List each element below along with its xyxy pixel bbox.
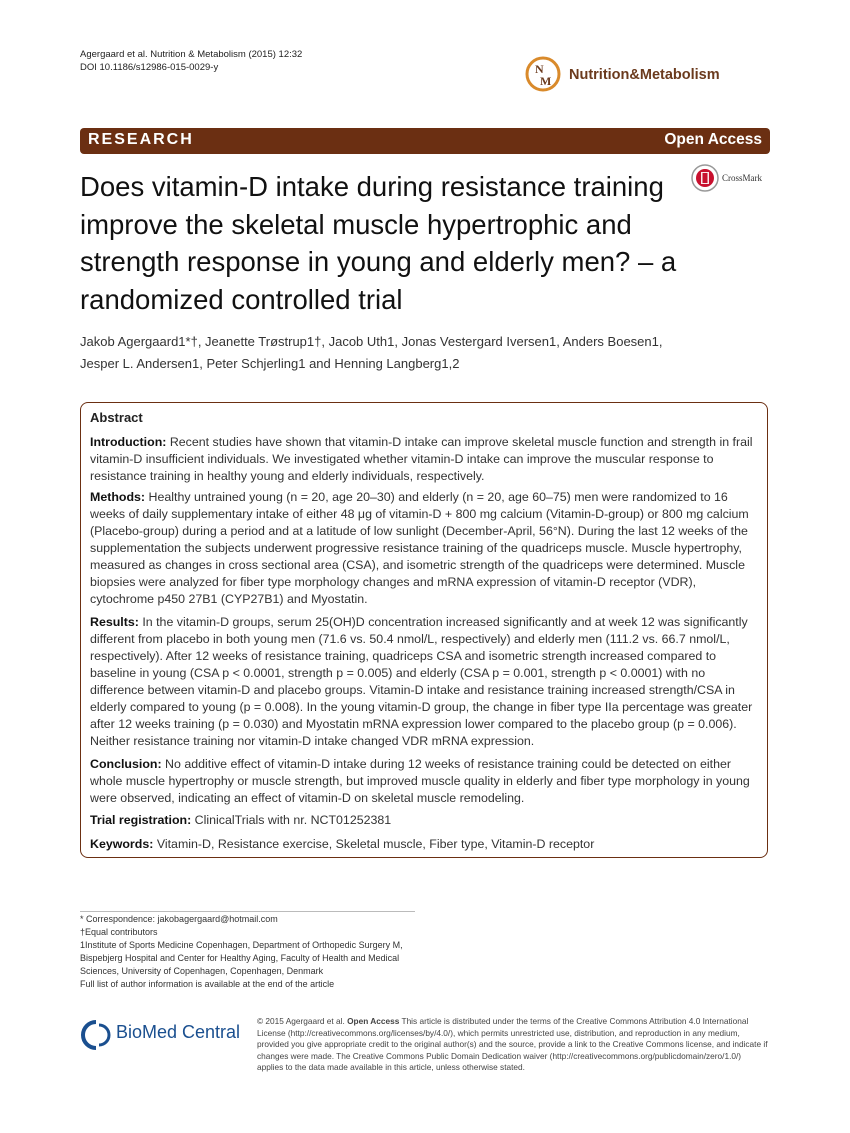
section-banner xyxy=(80,128,770,154)
abstract-heading: Abstract xyxy=(90,410,143,425)
crossmark-label: CrossMark xyxy=(722,173,762,183)
author-line: Jakob Agergaard1*†, Jeanette Trøstrup1†, Jacob Uth1, Jonas Vestergard Iversen1, Anders Boesen1, xyxy=(80,334,663,349)
abstract-methods xyxy=(90,489,760,608)
footnotes xyxy=(80,913,415,991)
section-label: Results: xyxy=(90,615,139,629)
license-copyright: © 2015 Agergaard et al. xyxy=(257,1016,345,1026)
biomed-central-icon xyxy=(80,1019,112,1051)
author-list xyxy=(80,331,770,375)
full-list-note: Full list of author information is available at the end of the article xyxy=(80,979,335,989)
nm-logo-icon xyxy=(525,56,561,92)
section-label: Trial registration: xyxy=(90,813,192,827)
svg-text:N: N xyxy=(535,62,544,76)
section-text: Healthy untrained young (n = 20, age 20–30) and elderly (n = 20, age 60–75) men were randomized to 16 weeks of daily supplementary intake of either 48 μg of vitamin-D + 800 mg calcium (Vitamin-D-group) or 800 mg calcium (Placebo-group) during a period and at a latitude of low sunlight (December-April, 56°N). During the last 12 weeks of the supplementation the subjects underwent progressive resistance training of the quadriceps muscle. Muscle hypertrophy, measured as changes in cross sectional area (CSA), and isometric strength of the quadriceps were determined. Muscle biopsies were analyzed for fiber type morphology changes and mRNA expression of vitamin-D receptor (VDR), cytochrome p450 27B1 (CYP27B1) and Myostatin. xyxy=(90,490,749,606)
license-open-access: Open Access xyxy=(347,1016,400,1026)
abstract-introduction xyxy=(90,434,760,485)
license-statement xyxy=(257,1016,769,1074)
journal-logo[interactable] xyxy=(525,56,785,96)
abstract-keywords xyxy=(90,836,760,853)
open-access-label[interactable]: Open Access xyxy=(664,131,762,148)
citation-line: Agergaard et al. Nutrition & Metabolism (2015) 12:32 xyxy=(80,49,303,60)
footnote-divider xyxy=(80,911,415,912)
article-title: Does vitamin-D intake during resistance training improve the skeletal muscle hypertrophic and strength response in young and elderly men? – a randomized controlled trial xyxy=(80,171,677,315)
license-text: This article is distributed under the terms of the Creative Commons Attribution 4.0 International License (http://creativecommons.org/licenses/by/4.0/), which permits unrestricted use, distribution, and reproduction in any medium, provided you give appropriate credit to the original author(s) and the source, provide a link to the Creative Commons license, and indicate if changes were made. The Creative Commons Public Domain Dedication waiver (http://creativecommons.org/publicdomain/zero/1.0/) applies to the data made available in this article, unless otherwise stated. xyxy=(257,1016,768,1072)
section-label: RESEARCH xyxy=(88,131,194,148)
section-label: Keywords: xyxy=(90,837,154,851)
svg-text:M: M xyxy=(540,74,552,88)
section-text: In the vitamin-D groups, serum 25(OH)D concentration increased significantly and at week 12 was significantly different from placebo in both young men (71.6 vs. 50.4 nmol/L, respectively) and elderly men (111.2 vs. 66.7 nmol/L, respectively). After 12 weeks of resistance training, quadriceps CSA and isometric strength increased compared to baseline in young (CSA p < 0.0001, strength p = 0.005) and elderly (CSA p = 0.001, strength p < 0.0001) with no difference between vitamin-D and placebo groups. Vitamin-D intake and resistance training increased strength/CSA in elderly compared to young (p = 0.008). In the young vitamin-D group, the change in fiber type IIa percentage was greater after 12 weeks training (p = 0.030) and Myostatin mRNA expression lower compared to the placebo group (p = 0.006). Neither resistance training nor vitamin-D intake changed VDR mRNA expression. xyxy=(90,615,753,748)
section-label: Conclusion: xyxy=(90,757,162,771)
author-line: Jesper L. Andersen1, Peter Schjerling1 and Henning Langberg1,2 xyxy=(80,356,460,371)
doi-line: DOI 10.1186/s12986-015-0029-y xyxy=(80,62,219,73)
section-text: ClinicalTrials with nr. NCT01252381 xyxy=(194,813,392,827)
crossmark-badge[interactable] xyxy=(690,163,780,193)
publisher-name: BioMed Central xyxy=(116,1022,241,1042)
abstract-conclusion xyxy=(90,756,760,807)
affiliation-note: 1Institute of Sports Medicine Copenhagen, Department of Orthopedic Surgery M, Bispebjerg Hospital and Center for Healthy Aging, Faculty of Health and Medical Sciences, University of Copenhagen, Copenhagen, Denmark xyxy=(80,940,403,976)
journal-name: Nutrition&Metabolism xyxy=(569,67,720,83)
crossmark-icon xyxy=(690,163,720,193)
abstract-results xyxy=(90,614,760,750)
section-label: Methods: xyxy=(90,490,146,504)
section-text: No additive effect of vitamin-D intake during 12 weeks of resistance training could be detected on either whole muscle hypertrophy or muscle strength, but improved muscle quality in elderly and fiber type morphology in young were observed, indicating an effect of vitamin-D on skeletal muscle remodeling. xyxy=(90,757,750,805)
section-label: Introduction: xyxy=(90,435,167,449)
section-text: Recent studies have shown that vitamin-D intake can improve skeletal muscle function and strength in frail vitamin-D insufficient individuals. We investigated whether vitamin-D intake can improve the muscular response to resistance training in healthy young and elderly individuals, respectively. xyxy=(90,435,753,483)
citation-header xyxy=(80,48,302,74)
correspondence-note[interactable]: * Correspondence: jakobagergaard@hotmail.com xyxy=(80,914,278,924)
biomed-central-logo[interactable] xyxy=(80,1013,260,1053)
section-text: Vitamin-D, Resistance exercise, Skeletal muscle, Fiber type, Vitamin-D receptor xyxy=(156,837,595,851)
equal-contributors-note: †Equal contributors xyxy=(80,927,158,937)
abstract-trial-registration xyxy=(90,812,760,829)
